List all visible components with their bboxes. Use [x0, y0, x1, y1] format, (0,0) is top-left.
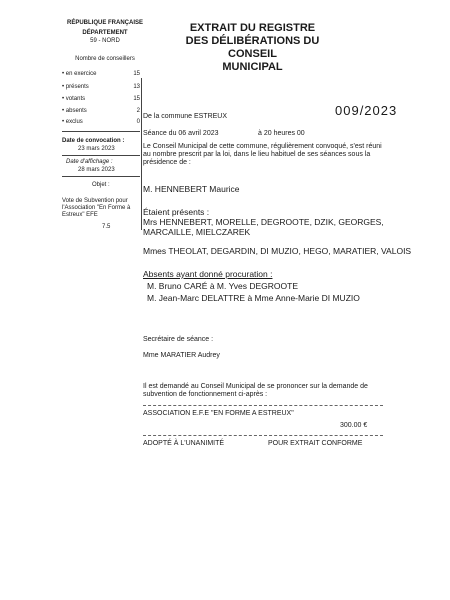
count-label: • absents — [62, 108, 87, 114]
secretary-heading: Secrétaire de séance : — [143, 336, 214, 343]
adoption-status: ADOPTÉ À L'UNANIMITÉ — [143, 440, 225, 447]
affichage-date: 28 mars 2023 — [78, 167, 115, 173]
count-label: • en exercice — [62, 71, 97, 77]
divider — [62, 131, 140, 132]
count-value: 0 — [136, 119, 140, 125]
count-row — [62, 108, 140, 115]
proxy-heading: Absents ayant donné procuration : — [143, 269, 273, 279]
count-row — [62, 119, 140, 126]
count-value: 13 — [133, 84, 140, 90]
column-separator — [141, 78, 142, 230]
title-line-3: MUNICIPAL — [222, 61, 283, 73]
dashed-divider — [143, 405, 383, 406]
count-row — [62, 84, 140, 91]
republic-label: RÉPUBLIQUE FRANÇAISE — [66, 20, 143, 26]
seance-date: Séance du 06 avril 2023 — [143, 130, 219, 137]
present-heading: Étaient présents : — [143, 207, 210, 217]
title-line-1: EXTRAIT DU REGISTRE — [189, 22, 316, 34]
document-title — [170, 22, 335, 74]
count-label: • présents — [62, 84, 89, 90]
counts-heading: Nombre de conseillers — [75, 56, 135, 62]
object-number: 7.5 — [102, 224, 111, 230]
title-line-2: DES DÉLIBÉRATIONS DU CONSEIL — [185, 35, 320, 60]
present-line-2: MARCAILLE, MIELCZAREK — [143, 227, 251, 237]
seance-time: à 20 heures 00 — [258, 130, 305, 137]
present-line-1: Mrs HENNEBERT, MORELLE, DEGROOTE, DZIK, GEORGES, — [143, 217, 384, 227]
convocation-label: Date de convocation : — [62, 138, 125, 144]
proxy-line-2: M. Jean-Marc DELATTRE à Mme Anne-Marie DI MUZIO — [147, 293, 360, 303]
reference-number: 009/2023 — [335, 103, 398, 118]
extract-conform: POUR EXTRAIT CONFORME — [268, 440, 363, 447]
subsidy-amount: 300.00 € — [340, 422, 368, 429]
affichage-label: Date d'affichage : — [66, 159, 113, 165]
object-label: Objet : — [92, 182, 110, 188]
divider — [62, 176, 140, 177]
count-row — [62, 71, 140, 78]
divider — [62, 155, 140, 156]
count-value: 15 — [133, 71, 140, 77]
commune-line: De la commune ESTREUX — [143, 113, 228, 120]
department-label: DÉPARTEMENT — [82, 30, 128, 36]
count-label: • votants — [62, 96, 86, 102]
count-value: 15 — [133, 96, 140, 102]
dashed-divider — [143, 435, 383, 436]
secretary-name: Mme MARATIER Audrey — [143, 352, 220, 359]
president-name: M. HENNEBERT Maurice — [143, 184, 240, 194]
request-paragraph: Il est demandé au Conseil Municipal de se prononcer sur la demande de subvention de fonctionnement ci-après : — [143, 383, 368, 398]
proxy-line-1: M. Bruno CARÉ à M. Yves DEGROOTE — [147, 281, 298, 291]
present-line-3: Mmes THEOLAT, DEGARDIN, DI MUZIO, HEGO, MARATIER, VALOIS — [143, 246, 412, 256]
convocation-date: 23 mars 2023 — [78, 146, 115, 152]
object-text: Vote de Subvention pour l'Association "En Forme à Estreux" EFE — [62, 198, 131, 218]
count-label: • exclus — [62, 119, 83, 125]
association-name: ASSOCIATION E.F.E "EN FORME A ESTREUX" — [143, 410, 294, 417]
intro-paragraph: Le Conseil Municipal de cette commune, régulièrement convoqué, s'est réuni au nombre prescrit par la loi, dans le lieu habituel de ses séances sous la présidence de : — [143, 143, 382, 166]
count-row — [62, 96, 140, 103]
count-value: 2 — [136, 108, 140, 114]
department-value: 59 - NORD — [90, 38, 120, 44]
